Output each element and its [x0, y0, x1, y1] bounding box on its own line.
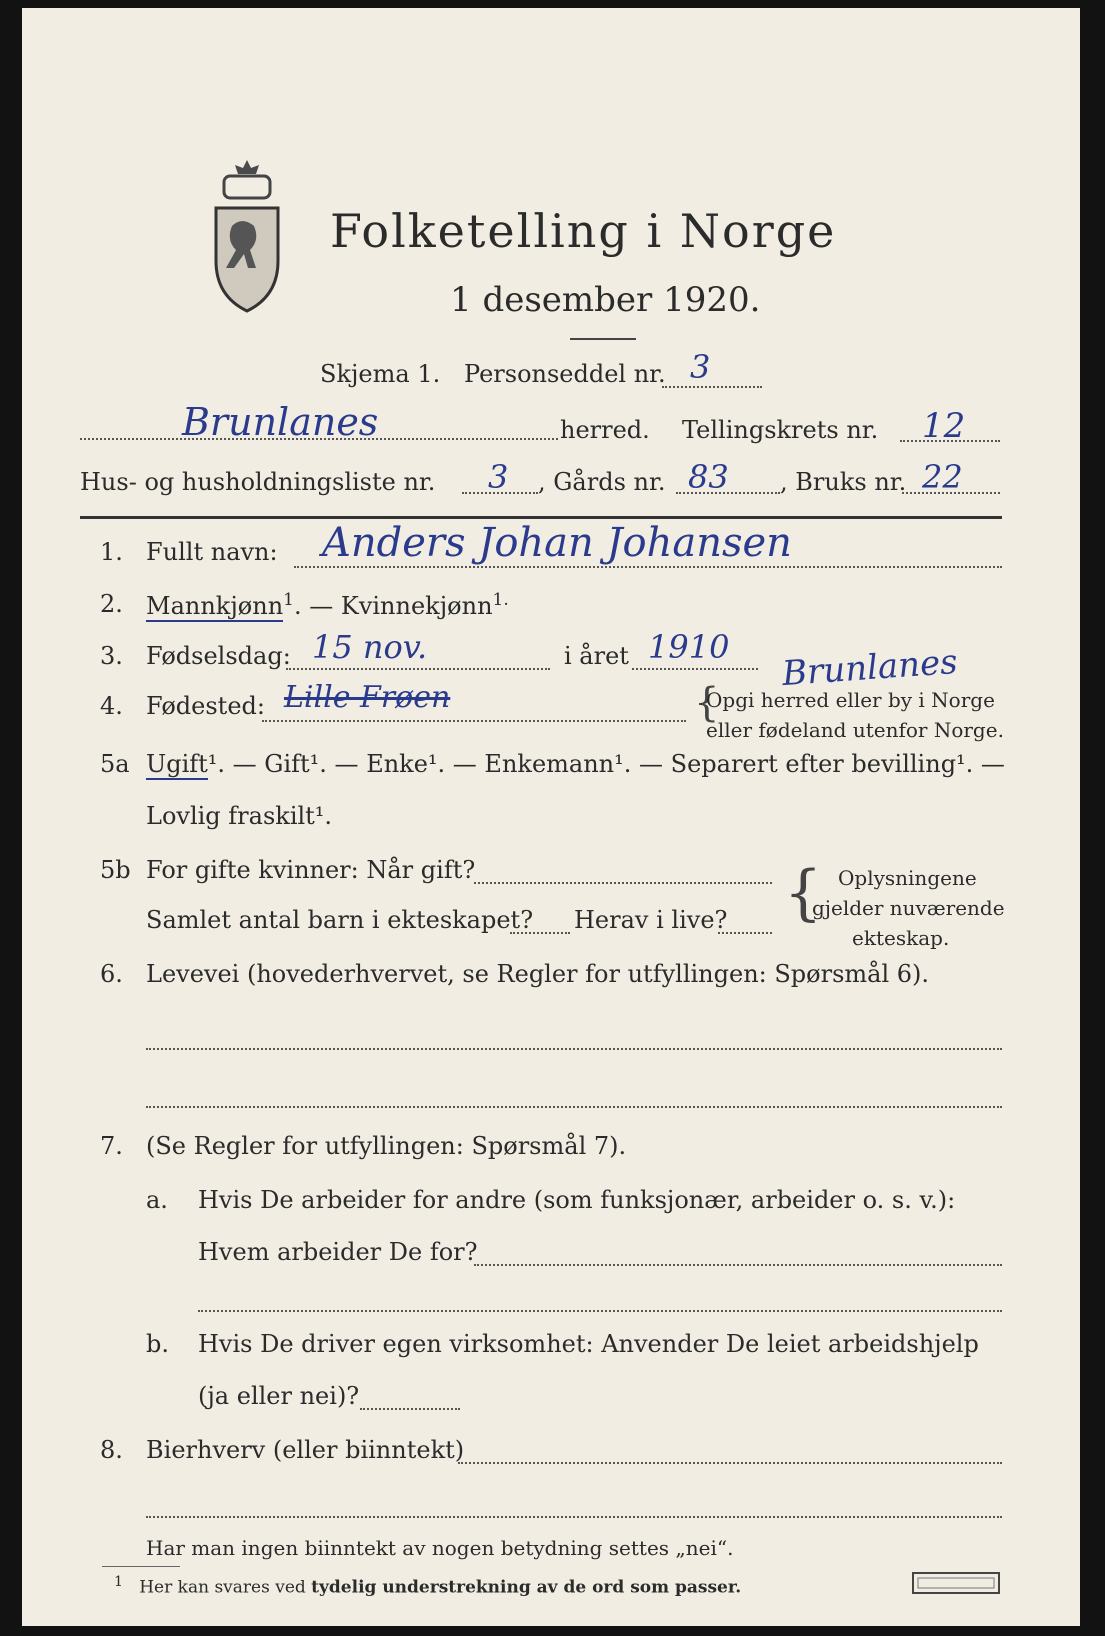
- hus-label: Hus- og husholdningsliste nr.: [80, 468, 436, 496]
- male-option: Mannkjønn: [146, 592, 284, 620]
- q7b-answer-line: [360, 1408, 460, 1410]
- q8-answer-line1: [458, 1462, 1002, 1464]
- q5b-line1: For gifte kvinner: Når gift?: [146, 856, 476, 884]
- q3-label: Fødselsdag:: [146, 642, 291, 670]
- q4-number: 4.: [100, 692, 123, 720]
- q2-number: 2.: [100, 590, 123, 618]
- q7-label: (Se Regler for utfyllingen: Spørsmål 7).: [146, 1132, 627, 1160]
- q5b-brace: {: [784, 858, 823, 928]
- q6-number: 6.: [100, 960, 123, 988]
- q6-answer-line2: [146, 1106, 1002, 1108]
- personseddel-value: 3: [690, 348, 711, 386]
- title-divider: [570, 338, 636, 340]
- personseddel-label: Personseddel nr.: [464, 360, 666, 388]
- footnote-text-a: Her kan svares ved: [139, 1577, 312, 1598]
- hus-value: 3: [488, 458, 509, 496]
- q1-number: 1.: [100, 538, 123, 566]
- q1-line: [294, 566, 1002, 568]
- q7a-letter: a.: [146, 1186, 168, 1214]
- q7b-line1: Hvis De driver egen virksomhet: Anvender De leiet arbeidshjelp: [198, 1330, 979, 1358]
- q5b-note3: ekteskap.: [852, 926, 950, 950]
- q7b-letter: b.: [146, 1330, 169, 1358]
- q7a-line1: Hvis De arbeider for andre (som funksjonær, arbeider o. s. v.):: [198, 1186, 956, 1214]
- bruks-value: 22: [922, 458, 963, 496]
- q8-answer-line2: [146, 1516, 1002, 1518]
- q5b-note2: gjelder nuværende: [812, 896, 1005, 920]
- q5b-number: 5b: [100, 856, 131, 884]
- birthplace-value: Lille Frøen: [284, 680, 451, 715]
- female-option: Kvinnekjønn: [340, 592, 493, 620]
- q5b-children-label: Samlet antal barn i ekteskapet?: [146, 906, 534, 934]
- q1-label: Fullt navn:: [146, 538, 278, 566]
- birthplace-margin-note: Brunlanes: [780, 641, 959, 695]
- header-separator: [80, 516, 1002, 519]
- q5b-alive-line: [718, 932, 772, 934]
- male-footnote-mark: 1: [283, 590, 294, 610]
- sex-separator: . —: [293, 592, 334, 620]
- ugift-option: Ugift: [146, 750, 208, 778]
- q8-number: 8.: [100, 1436, 123, 1464]
- herred-value: Brunlanes: [182, 400, 379, 444]
- birth-year-value: 1910: [648, 628, 730, 666]
- q5b-note1: Oplysningene: [838, 866, 977, 890]
- q3-year-line: [632, 668, 758, 670]
- footnote: [114, 1574, 741, 1598]
- q5b-alive-label: Herav i live?: [574, 906, 728, 934]
- q7a-answer-line2: [198, 1310, 1002, 1312]
- norwegian-coat-of-arms-icon: [202, 156, 292, 316]
- birthday-value: 15 nov.: [312, 628, 428, 666]
- skjema-label: Skjema 1.: [320, 360, 441, 388]
- q6-label: Levevei (hovederhvervet, se Regler for utfyllingen: Spørsmål 6).: [146, 960, 930, 988]
- q4-brace: {: [694, 680, 720, 726]
- footnote-mark: 1: [114, 1574, 124, 1590]
- q5a-line2: Lovlig fraskilt¹.: [146, 802, 333, 830]
- herred-label: herred.: [560, 416, 650, 444]
- q7b-line2: (ja eller nei)?: [198, 1382, 360, 1410]
- q6-answer-line1: [146, 1048, 1002, 1050]
- census-form-page: [22, 8, 1080, 1626]
- footnote-separator: [102, 1566, 180, 1567]
- tellingskrets-label: Tellingskrets nr.: [682, 416, 879, 444]
- female-footnote-mark: 1.: [492, 590, 509, 610]
- q4-line: [262, 720, 686, 722]
- footnote-text-b: tydelig understrekning av de ord som passer.: [311, 1577, 742, 1598]
- q7-number: 7.: [100, 1132, 123, 1160]
- q5b-children-line: [510, 932, 570, 934]
- q7a-answer-line1: [474, 1264, 1002, 1266]
- q2-sex: [146, 590, 509, 620]
- census-date: 1 desember 1920.: [450, 280, 761, 320]
- q4-note-line2: eller fødeland utenfor Norge.: [706, 718, 1004, 742]
- q3-number: 3.: [100, 642, 123, 670]
- q4-label: Fødested:: [146, 692, 265, 720]
- full-name-value: Anders Johan Johansen: [322, 520, 792, 566]
- q3-year-label: i året: [564, 642, 629, 670]
- marital-options: ¹. — Gift¹. — Enke¹. — Enkemann¹. — Separert efter bevilling¹. —: [207, 750, 1005, 778]
- q5b-when-line: [474, 882, 772, 884]
- printer-stamp-icon: [912, 1572, 1000, 1594]
- q7a-line2: Hvem arbeider De for?: [198, 1238, 478, 1266]
- gards-value: 83: [688, 458, 729, 496]
- q4-note-line1: Opgi herred eller by i Norge: [706, 688, 995, 712]
- tellingskrets-value: 12: [922, 406, 966, 446]
- q8-note: Har man ingen biinntekt av nogen betydning settes „nei“.: [146, 1536, 734, 1560]
- q8-label: Bierhverv (eller biinntekt): [146, 1436, 465, 1464]
- q5a-line1: [146, 750, 1005, 778]
- personseddel-line: [662, 386, 762, 388]
- gards-label: , Gårds nr.: [538, 468, 666, 496]
- bruks-label: , Bruks nr.: [780, 468, 907, 496]
- q5a-number: 5a: [100, 750, 130, 778]
- q3-day-line: [286, 668, 550, 670]
- form-title: Folketelling i Norge: [330, 204, 837, 258]
